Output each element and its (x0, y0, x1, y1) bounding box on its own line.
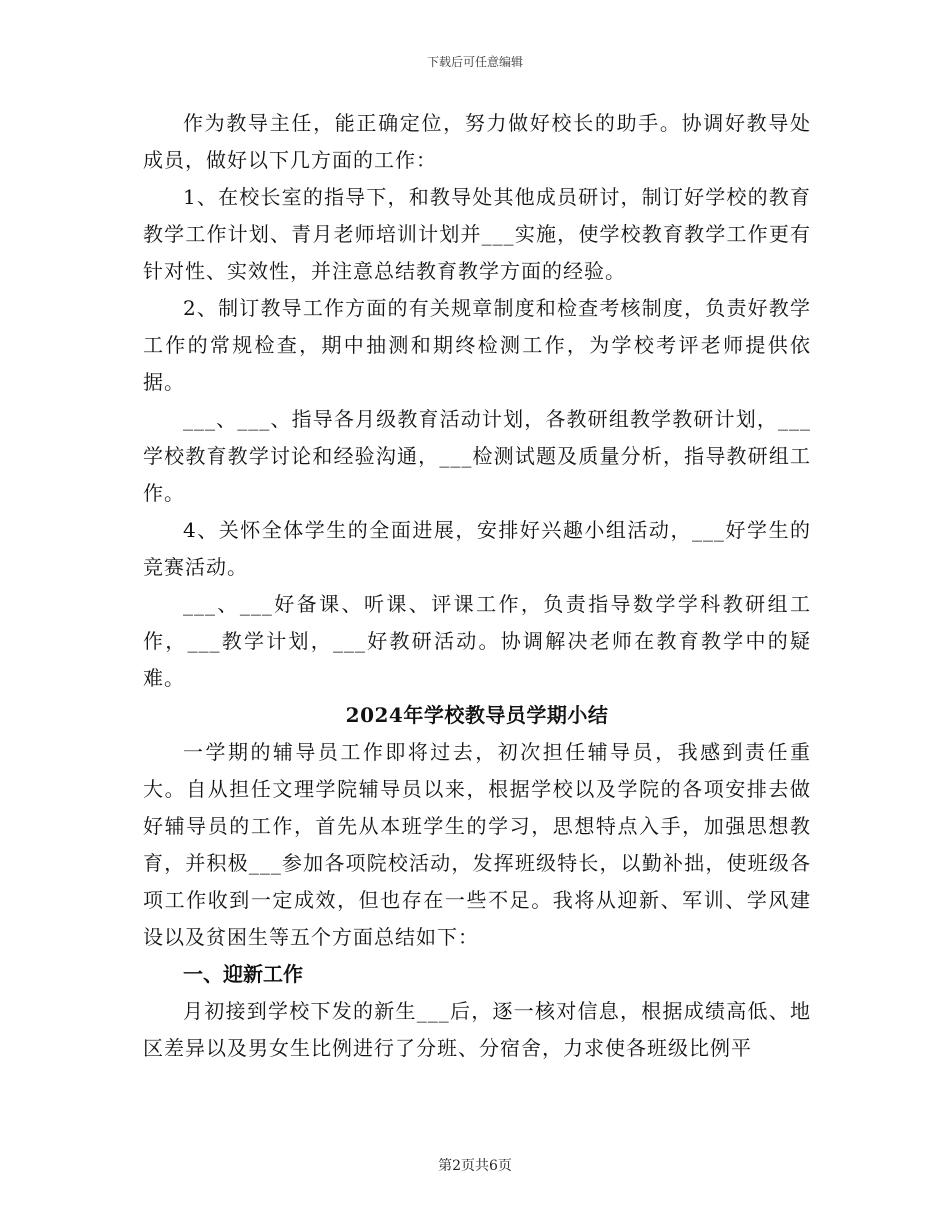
page-header: 下载后可任意编辑 (426, 55, 523, 69)
document-title: 2024年学校教导员学期小结 (345, 703, 609, 727)
paragraph-intro-role: 作为教导主任，能正确定位，努力做好校长的助手。协调好教导处成员，做好以下几方面的工作： (143, 111, 811, 172)
paragraph-item-5: ___、___好备课、听课、评课工作，负责指导数学学科教研组工作，___教学计划，___好教研活动。协调解决老师在教育教学中的疑难。 (143, 592, 811, 690)
paragraph-section-1: 月初接到学校下发的新生___后，逐一核对信息，根据成绩高低、地区差异以及男女生比例进行了分班、分宿舍，力求使各班级比例平 (143, 999, 811, 1060)
paragraph-item-1: 1、在校长室的指导下，和教导处其他成员研讨，制订好学校的教育教学工作计划、青月老师培训计划并___实施，使学校教育教学工作更有针对性、实效性，并注意总结教育教学方面的经验。 (143, 185, 811, 283)
paragraph-item-3: ___、___、指导各月级教育活动计划，各教研组教学教研计划，___学校教育教学讨论和经验沟通，___检测试题及质量分析，指导教研组工作。 (143, 407, 811, 505)
page-footer: 第2页共6页 (438, 1158, 512, 1174)
document-body (143, 105, 811, 1067)
paragraph-summary-intro: 一学期的辅导员工作即将过去，初次担任辅导员，我感到责任重大。自从担任文理学院辅导员以来，根据学校以及学院的各项安排去做好辅导员的工作，首先从本班学生的学习，思想特点入手，加强思想教育，并积极___参加各项院校活动，发挥班级特长，以勤补拙，使班级各项工作收到一定成效，但也存在一些不足。我将从迎新、军训、学风建设以及贫困生等五个方面总结如下： (143, 740, 811, 949)
paragraph-item-4: 4、关怀全体学生的全面进展，安排好兴趣小组活动，___好学生的竞赛活动。 (143, 518, 811, 579)
paragraph-item-2: 2、制订教导工作方面的有关规章制度和检查考核制度，负责好教学工作的常规检查，期中抽测和期终检测工作，为学校考评老师提供依据。 (143, 296, 811, 394)
section-heading: 一、迎新工作 (183, 962, 303, 986)
